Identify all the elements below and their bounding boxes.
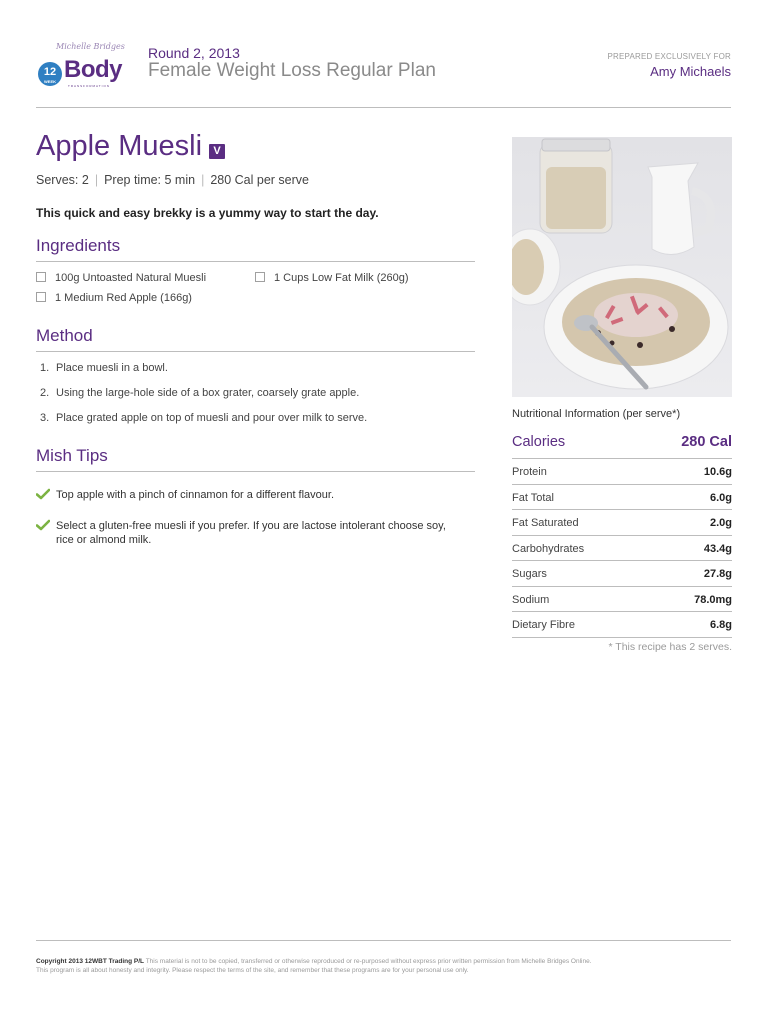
- nutrition-label: Calories: [512, 434, 566, 450]
- nutrition-row: Protein 10.6g: [512, 459, 732, 485]
- logo-tagline: TRANSFORMATION: [68, 84, 110, 88]
- prep-time: Prep time: 5 min: [104, 173, 196, 187]
- check-icon: [36, 518, 50, 532]
- calories-per-serve: 280 Cal per serve: [210, 173, 309, 187]
- serves: Serves: 2: [36, 173, 89, 187]
- nutrition-table: [512, 430, 732, 638]
- copyright: Copyright 2013 12WBT Trading P/L: [36, 958, 144, 965]
- tip-item: Top apple with a pinch of cinnamon for a different flavour.: [36, 488, 476, 502]
- nutrition-row: Fat Total 6.0g: [512, 485, 732, 511]
- program-round: Round 2, 2013: [148, 45, 240, 61]
- nutrition-row: Sugars 27.8g: [512, 561, 732, 587]
- ingredient-item[interactable]: 100g Untoasted Natural Muesli: [36, 272, 206, 284]
- logo-signature: Michelle Bridges: [56, 42, 125, 51]
- ingredient-item[interactable]: 1 Cups Low Fat Milk (260g): [255, 272, 409, 284]
- logo-badge: 12 WEEK: [38, 62, 62, 86]
- nutrition-row: Dietary Fibre 6.8g: [512, 612, 732, 638]
- tips-heading: Mish Tips: [36, 446, 475, 472]
- ingredients-heading: Ingredients: [36, 236, 475, 262]
- vegetarian-badge: V: [209, 144, 225, 159]
- logo-word: Body: [64, 56, 122, 83]
- recipe-photo: [512, 137, 732, 397]
- tip-item: Select a gluten-free muesli if you prefer. If you are lactose intolerant choose soy, rice or almond milk.: [36, 519, 456, 547]
- nutrition-heading: Nutritional Information (per serve*): [512, 408, 681, 420]
- footer-notice-2: This program is all about honesty and integrity. Please respect the terms of the site, and remember that these programs are for your personal use only.: [36, 966, 469, 974]
- method-step: 3. Place grated apple on top of muesli and pour over milk to serve.: [40, 412, 368, 424]
- ingredient-item[interactable]: 1 Medium Red Apple (166g): [36, 292, 192, 304]
- method-step: 1. Place muesli in a bowl.: [40, 362, 168, 374]
- checkbox-icon[interactable]: [36, 272, 46, 282]
- nutrition-row: Sodium 78.0mg: [512, 587, 732, 613]
- nutrition-row: Carbohydrates 43.4g: [512, 536, 732, 562]
- serves-footnote: * This recipe has 2 serves.: [608, 641, 732, 653]
- checkbox-icon[interactable]: [36, 292, 46, 302]
- method-step: 2. Using the large-hole side of a box grater, coarsely grate apple.: [40, 387, 360, 399]
- page-header: [36, 40, 731, 108]
- 12wbt-logo: [36, 44, 136, 88]
- check-icon: [36, 487, 50, 501]
- nutrition-row: Fat Saturated 2.0g: [512, 510, 732, 536]
- nutrition-value: 280 Cal: [681, 434, 732, 450]
- plan-name: Female Weight Loss Regular Plan: [148, 60, 436, 81]
- prepared-label: PREPARED EXCLUSIVELY FOR: [607, 52, 731, 61]
- page-footer: [36, 940, 731, 975]
- recipe-title: Apple Muesli: [36, 130, 203, 162]
- method-heading: Method: [36, 326, 475, 352]
- member-name: Amy Michaels: [650, 64, 731, 79]
- recipe-intro: This quick and easy brekky is a yummy way to start the day.: [36, 206, 379, 220]
- nutrition-row-calories: [512, 430, 732, 459]
- footer-notice: This material is not to be copied, transferred or otherwise reproduced or re-purposed without express prior written permission from Michelle Bridges Online.: [145, 958, 592, 965]
- checkbox-icon[interactable]: [255, 272, 265, 282]
- recipe-meta: Serves: 2 | Prep time: 5 min | 280 Cal per serve: [36, 173, 309, 187]
- muesli-bowl-illustration: [512, 137, 732, 397]
